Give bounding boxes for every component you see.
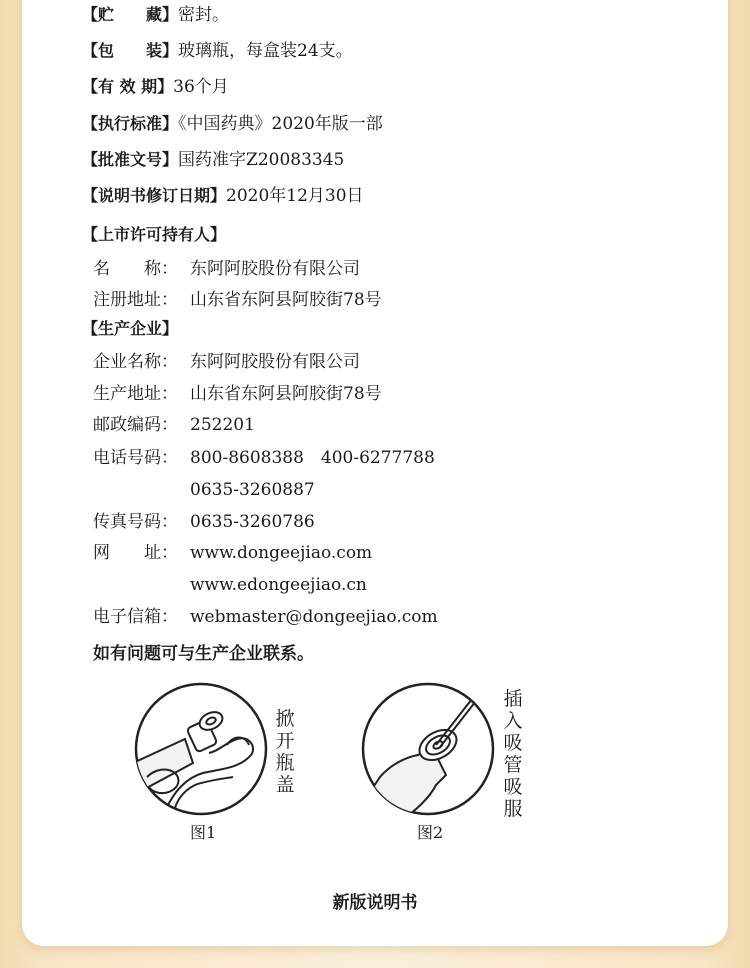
email-row	[0, 606, 750, 628]
package-value: 玻璃瓶，每盒装24支。	[178, 41, 353, 61]
leaflet-version-footer: 新版说明书	[332, 893, 418, 913]
validity-value: 36个月	[173, 77, 229, 97]
package-label: 【包 装】	[82, 41, 179, 60]
producer-addr-value: 山东省东阿县阿胶街78号	[190, 384, 382, 404]
validity-label: 【有 效 期】	[82, 77, 174, 96]
phone-label: 电话号码：	[93, 448, 178, 468]
producer-name-value: 东阿阿胶股份有限公司	[190, 352, 360, 372]
phone-value-1: 800-8608388 400-6277788	[190, 448, 435, 468]
figure-1-caption: 图1	[190, 823, 217, 842]
producer-heading-text: 【生产企业】	[82, 319, 179, 338]
producer-addr-label: 生产地址：	[93, 384, 178, 404]
web-label: 网 址：	[93, 543, 178, 563]
storage-label: 【贮 藏】	[82, 5, 179, 24]
figure-1-instruction: 掀开瓶盖	[275, 708, 295, 796]
holder-heading-text: 【上市许可持有人】	[82, 225, 227, 244]
revision-row	[82, 185, 364, 207]
contact-note: 如有问题可与生产企业联系。	[93, 644, 314, 664]
holder-name-label: 名 称：	[93, 259, 178, 279]
figure-2-caption: 图2	[417, 823, 444, 842]
standard-row	[82, 113, 383, 135]
revision-label: 【说明书修订日期】	[82, 186, 227, 205]
holder-name-row	[0, 258, 750, 280]
validity-row	[82, 76, 229, 98]
email-value: webmaster@dongeejiao.com	[190, 607, 438, 627]
figure-2-instruction: 插入吸管吸服	[503, 688, 523, 820]
fax-row	[0, 511, 750, 533]
figure-1-illustration	[133, 681, 269, 817]
revision-value: 2020年12月30日	[226, 186, 364, 206]
fax-value: 0635-3260786	[190, 512, 315, 532]
zip-value: 252201	[190, 415, 255, 435]
web-value-1: www.dongeejiao.com	[190, 543, 373, 563]
package-row	[82, 40, 353, 62]
approval-value: 国药准字Z20083345	[178, 150, 345, 170]
email-label: 电子信箱：	[93, 607, 178, 627]
standard-value: 《中国药典》2020年版一部	[178, 114, 383, 134]
producer-heading	[82, 318, 178, 340]
storage-value: 密封。	[178, 5, 230, 25]
web-row-2	[0, 574, 750, 596]
fax-label: 传真号码：	[93, 512, 178, 532]
holder-addr-row	[0, 289, 750, 311]
approval-label: 【批准文号】	[82, 150, 179, 169]
holder-addr-value: 山东省东阿县阿胶街78号	[190, 290, 382, 310]
phone-row-2	[0, 479, 750, 501]
holder-name-value: 东阿阿胶股份有限公司	[190, 259, 360, 279]
producer-addr-row	[0, 383, 750, 405]
figure-2-illustration	[360, 681, 496, 817]
holder-heading	[82, 224, 226, 246]
producer-name-label: 企业名称：	[93, 352, 178, 372]
phone-value-2: 0635-3260887	[190, 480, 315, 500]
standard-label: 【执行标准】	[82, 114, 179, 133]
storage-row	[82, 4, 229, 26]
holder-addr-label: 注册地址：	[93, 290, 178, 310]
web-row	[0, 542, 750, 564]
phone-row	[0, 447, 750, 469]
zip-label: 邮政编码：	[93, 415, 178, 435]
producer-name-row	[0, 351, 750, 373]
web-value-2: www.edongeejiao.cn	[190, 575, 367, 595]
zip-row	[0, 414, 750, 436]
approval-row	[82, 149, 344, 171]
